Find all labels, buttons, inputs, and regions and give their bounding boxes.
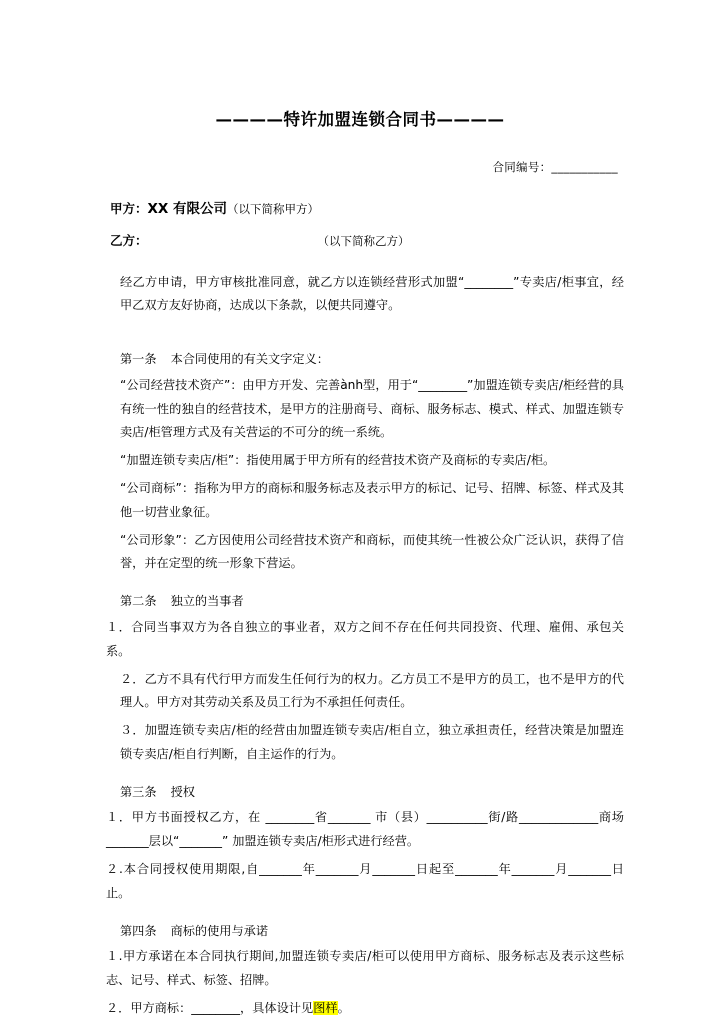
party-b-label: 乙方： xyxy=(110,232,148,248)
article-4-item-1: １.甲方承诺在本合同执行期间,加盟连锁专卖店/柜可以使用甲方商标、服务标志及表示这些标志、记号、样式、标签、招牌。 xyxy=(106,949,624,988)
contract-number-line: 合同编号：___________ xyxy=(492,160,618,175)
article-2-number: 第二条 xyxy=(120,594,157,609)
article-3-item-2: ２.本合同授权使用期限,自_______年_______月_______日起至_______年_______月_______日止。 xyxy=(106,861,624,900)
document-body xyxy=(96,108,624,1025)
party-a-note: （以下简称甲方） xyxy=(227,202,320,217)
article-1-item-2: “加盟连锁专卖店/柜”：指使用属于甲方所有的经营技术资产及商标的专卖店/柜。 xyxy=(120,453,556,468)
article-1-item-4: “公司形象”：乙方因使用公司经营技术资产和商标，而使其统一性被公众广泛认识，获得了信誉，并在定型的统一形象下营运。 xyxy=(120,532,624,571)
party-a-company: XX 有限公司 xyxy=(147,201,228,218)
article-3-title: 授权 xyxy=(170,784,195,799)
design-sample-highlight: 图样 xyxy=(313,1000,338,1015)
article-4-heading xyxy=(96,920,624,944)
article-1-heading xyxy=(96,348,624,372)
trademark-line-prefix: ２．甲方商标：________，具体设计见 xyxy=(106,1000,314,1015)
party-b-note: （以下简称乙方） xyxy=(317,233,410,248)
article-3-heading xyxy=(96,781,624,805)
article-1-item-3: “公司商标”：指称为甲方的商标和服务标志及表示甲方的标记、记号、招牌、标签、样式及其他一切营业象征。 xyxy=(120,481,624,519)
article-4-title: 商标的使用与承诺 xyxy=(170,923,269,938)
article-4-number: 第四条 xyxy=(120,923,157,938)
party-a-label: 甲方： xyxy=(110,201,148,217)
page-title: ————特许加盟连锁合同书———— xyxy=(215,110,505,129)
article-1-title: 本合同使用的有关文字定义： xyxy=(170,352,329,367)
article-1-item-1: “公司经营技术资产”：由甲方开发、完善ành型，用于“________”加盟连锁专卖店/柜经营的具有统一性的独自的经营技术，是甲方的注册商号、商标、服务标志、模式、样式、加盟连锁专卖店/柜管理方式及有关营运的不可分的统一系统。 xyxy=(120,377,624,440)
party-a-line xyxy=(96,197,624,223)
article-2-heading xyxy=(96,590,624,614)
article-4-item-2 xyxy=(96,997,624,1021)
preamble-paragraph: 经乙方申请，甲方审核批准同意，就乙方以连锁经营形式加盟“________”专卖店/柜事宜，经甲乙双方友好协商，达成以下条款，以便共同遵守。 xyxy=(120,274,624,313)
article-2-item-2: ２．乙方不具有代行甲方而发生任何行为的权力。乙方员工不是甲方的员工，也不是甲方的代理人。甲方对其劳动关系及员工行为不承担任何责任。 xyxy=(120,671,624,710)
article-2-title: 独立的当事者 xyxy=(170,594,244,609)
spacer xyxy=(96,322,624,334)
trademark-line-suffix: 。 xyxy=(337,1000,350,1015)
article-2-item-3: ３．加盟连锁专卖店/柜的经营由加盟连锁专卖店/柜自立，独立承担责任，经营决策是加盟连锁专卖店/柜自行判断，自主运作的行为。 xyxy=(120,723,624,761)
article-2-item-1: １．合同当事双方为各自独立的事业者，双方之间不存在任何共同投资、代理、雇佣、承包关系。 xyxy=(106,619,624,658)
article-3-number: 第三条 xyxy=(120,784,157,799)
article-1-number: 第一条 xyxy=(120,352,157,367)
party-b-line xyxy=(96,229,624,253)
article-3-item-1: １．甲方书面授权乙方，在 ________省_______ 市（县）__________街/路_____________商场_______层以“_______” 加盟连锁专卖店/柜形式进行经营。 xyxy=(106,810,624,849)
